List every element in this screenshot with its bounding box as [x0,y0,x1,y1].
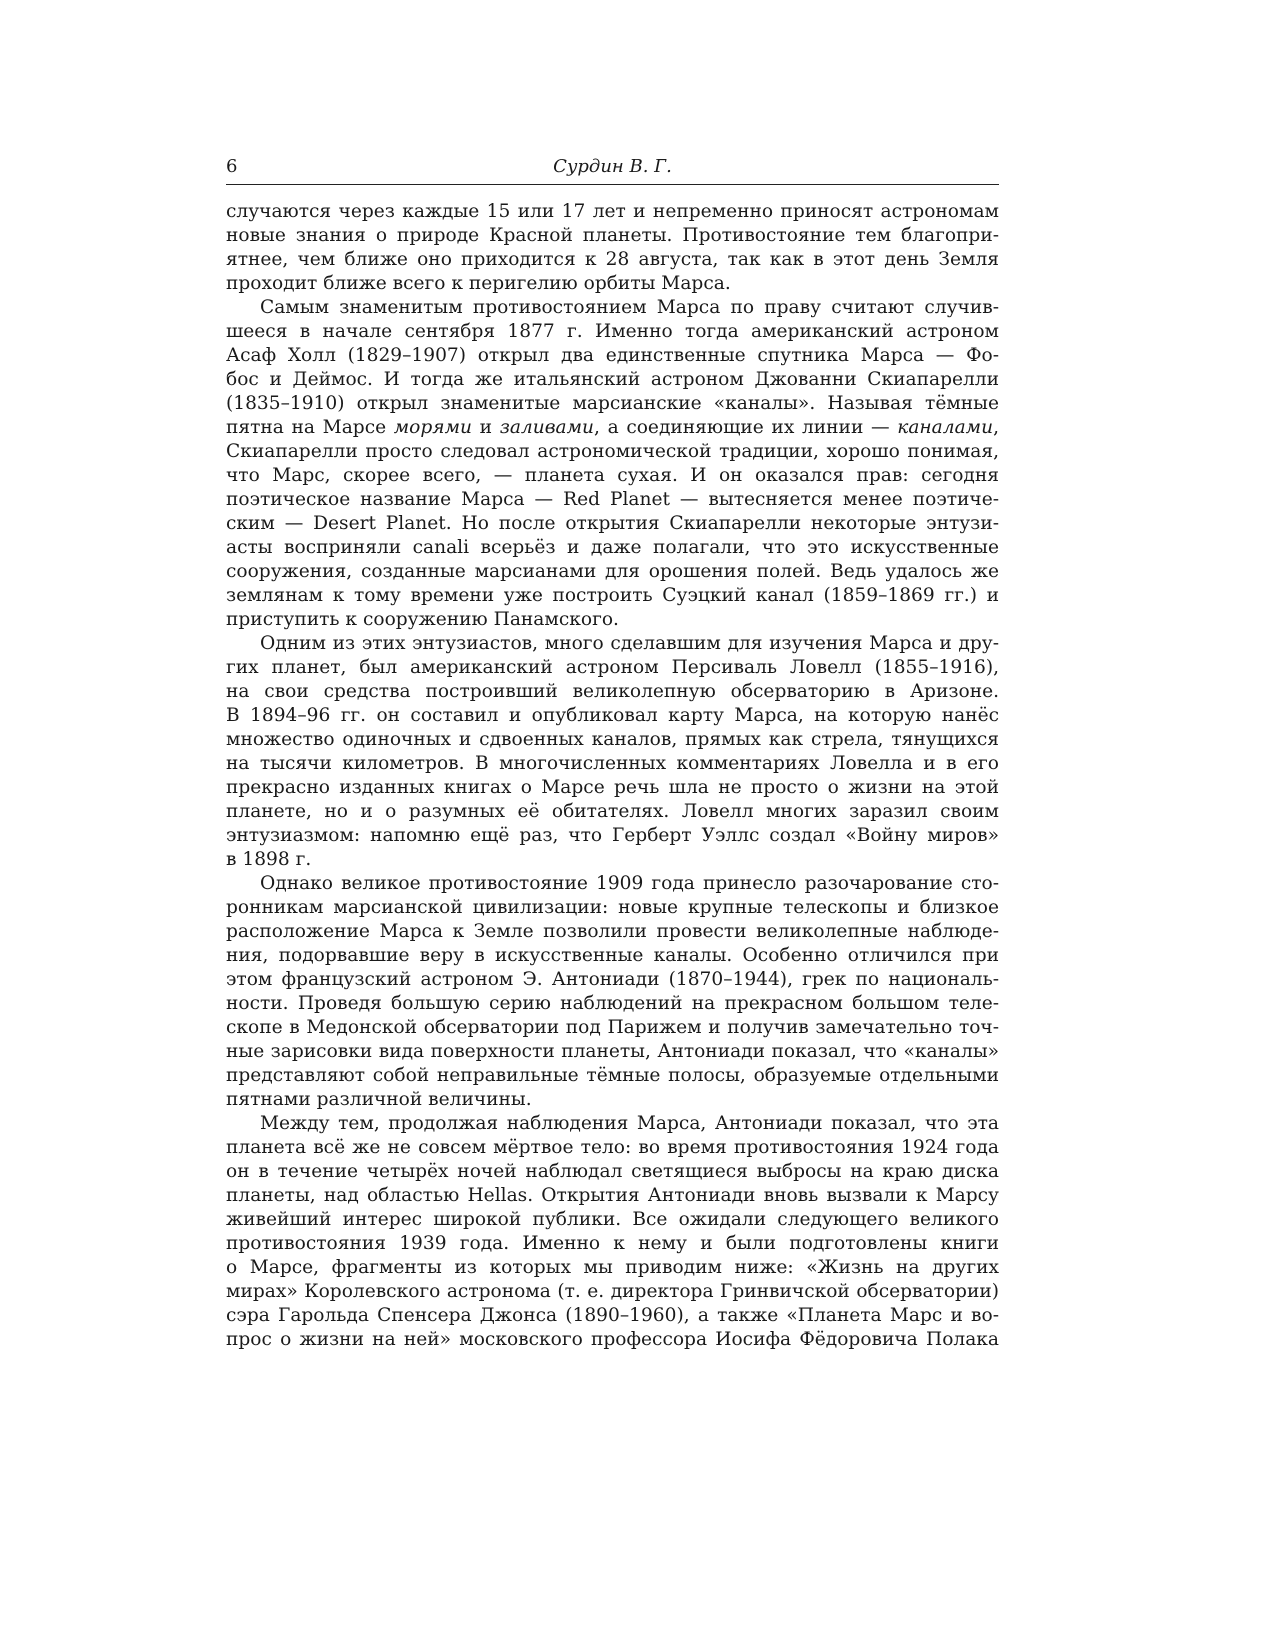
text-line: этом французский астроном Э. Антониади (1870–1944), грек по националь- [226,969,999,990]
text-line: Одним из этих энтузиастов, много сделавшим для изучения Марса и дру- [260,633,999,654]
text-line: поэтическое название Марса — Red Planet — вытесняется менее поэтиче- [226,489,999,510]
text-line: на свои средства построивший великолепную обсерваторию в Аризоне. [226,681,999,702]
text-line: случаются через каждые 15 или 17 лет и непременно приносят астрономам [226,201,999,222]
text-line: энтузиазмом: напомню ещё раз, что Герберт Уэллс создал «Войну миров» [226,825,999,846]
text-line: множество одиночных и сдвоенных каналов, прямых как стрела, тянущихся [226,729,999,750]
running-head: Сурдин В. Г. [553,156,672,177]
page-number: 6 [226,156,238,177]
text-line: ния, подорвавшие веру в искусственные каналы. Особенно отличился при [226,945,999,966]
text-line: скопе в Медонской обсерватории под Парижем и получив замечательно точ- [226,1017,999,1038]
italic-term: каналами [897,417,994,438]
text-line: ные зарисовки вида поверхности планеты, Антониади показал, что «каналы» [226,1041,999,1062]
text-line: в 1898 г. [226,849,312,870]
text-line: ронникам марсианской цивилизации: новые крупные телескопы и близкое [226,897,999,918]
text-line: проходит ближе всего к перигелию орбиты Марса. [226,273,731,294]
text-line: планеты, над областью Hellas. Открытия Антониади вновь вызвали к Марсу [226,1185,999,1206]
text-line-with-italics [226,416,999,440]
text-line: Однако великое противостояние 1909 года принесло разочарование сто- [260,873,999,894]
text-line: сэра Гарольда Спенсера Джонса (1890–1960), а также «Планета Марс и во- [226,1305,999,1326]
text-run: , [993,417,999,438]
text-line: Между тем, продолжая наблюдения Марса, Антониади показал, что эта [260,1113,999,1134]
text-line: ности. Проведя большую серию наблюдений на прекрасном большом теле- [226,993,999,1014]
text-line: расположение Марса к Земле позволили провести великолепные наблюде- [226,921,999,942]
text-line: противостояния 1939 года. Именно к нему и были подготовлены книги [226,1233,999,1254]
text-line: живейший интерес широкой публики. Все ожидали следующего великого [226,1209,999,1230]
page-header [226,156,999,185]
text-line: планета всё же не совсем мёртвое тело: во время противостояния 1924 года [226,1137,999,1158]
text-line: Самым знаменитым противостоянием Марса по праву считают случив- [260,297,999,318]
text-line: В 1894–96 гг. он составил и опубликовал карту Марса, на которую нанёс [226,705,999,726]
text-line: планете, но и о разумных её обитателях. Ловелл многих заразил своим [226,801,999,822]
text-line: асты восприняли canali всерьёз и даже полагали, что это искусственные [226,537,999,558]
text-line: сооружения, созданные марсианами для орошения полей. Ведь удалось же [226,561,999,582]
text-line: ятнее, чем ближе оно приходится к 28 августа, так как в этот день Земля [226,249,999,270]
text-line: Скиапарелли просто следовал астрономической традиции, хорошо понимая, [226,441,999,462]
text-line: о Марсе, фрагменты из которых мы приводим ниже: «Жизнь на других [226,1257,999,1278]
text-line: бос и Деймос. И тогда же итальянский астроном Джованни Скиапарелли [226,369,999,390]
italic-term: морями [393,417,472,438]
text-line: он в течение четырёх ночей наблюдал светящиеся выбросы на краю диска [226,1161,999,1182]
text-line: шееся в начале сентября 1877 г. Именно тогда американский астроном [226,321,999,342]
text-line: ским — Desert Planet. Но после открытия Скиапарелли некоторые энтузи- [226,513,999,534]
text-line: приступить к сооружению Панамского. [226,609,619,630]
text-run: , а соединяющие их линии — [594,417,898,438]
text-line: новые знания о природе Красной планеты. Противостояние тем благопри- [226,225,999,246]
text-line: на тысячи километров. В многочисленных комментариях Ловелла и в его [226,753,999,774]
text-line: землянам к тому времени уже построить Суэцкий канал (1859–1869 гг.) и [226,585,999,606]
italic-term: заливами [499,417,595,438]
text-line: пятнами различной величины. [226,1089,532,1110]
text-line: Асаф Холл (1829–1907) открыл два единственные спутника Марса — Фо- [226,345,999,366]
body-text [226,200,999,1352]
text-line: прекрасно изданных книгах о Марсе речь шла не просто о жизни на этой [226,777,999,798]
text-run: и [471,417,500,438]
text-line: представляют собой неправильные тёмные полосы, образуемые отдельными [226,1065,999,1086]
text-line: что Марс, скорее всего, — планета сухая. И он оказался прав: сегодня [226,465,999,486]
text-line: мирах» Королевского астронома (т. е. директора Гринвичской обсерватории) [226,1281,999,1302]
text-run: пятна на Марсе [226,417,394,438]
text-line: (1835–1910) открыл знаменитые марсианские «каналы». Называя тёмные [226,393,999,414]
text-line: прос о жизни на ней» московского профессора Иосифа Фёдоровича Полака [226,1329,999,1350]
text-line: гих планет, был американский астроном Персиваль Ловелл (1855–1916), [226,657,999,678]
